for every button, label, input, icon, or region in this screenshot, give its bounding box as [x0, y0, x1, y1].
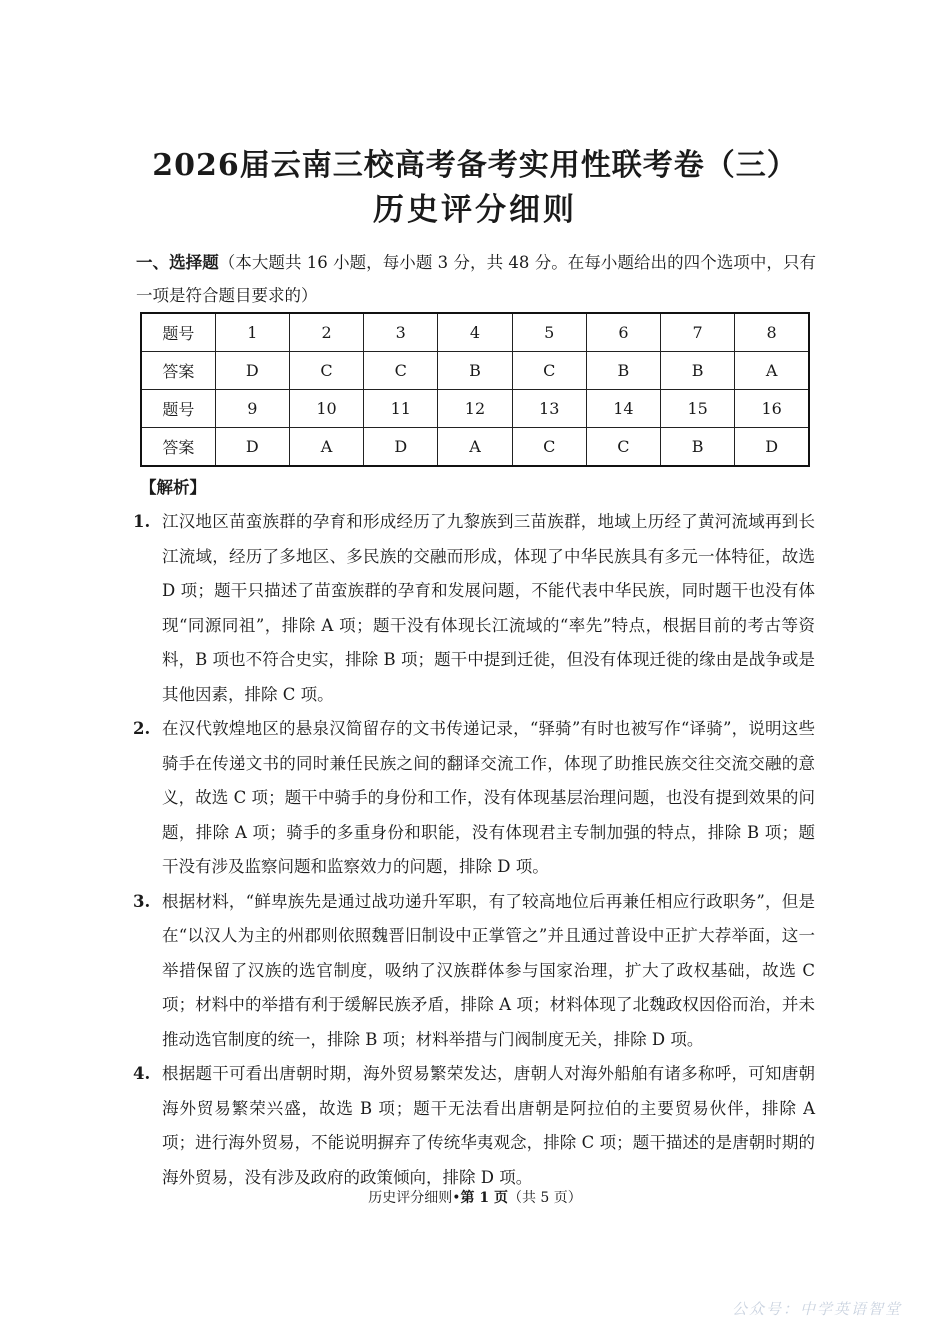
table-cell: A: [438, 428, 512, 467]
table-cell: 14: [586, 390, 660, 428]
item-number: 3.: [133, 891, 151, 911]
answer-table: [140, 312, 810, 467]
table-row-label: 题号: [141, 313, 215, 352]
table-cell: B: [586, 352, 660, 390]
footer-page: 第 1 页: [460, 1190, 508, 1206]
page-subtitle: 历史评分细则: [373, 192, 577, 228]
item-number: 4.: [133, 1064, 151, 1083]
table-cell: 9: [215, 390, 289, 428]
table-cell: C: [512, 428, 586, 467]
list-item: [133, 885, 815, 1058]
footer-doc-name: 历史评分细则: [368, 1190, 453, 1206]
table-cell: C: [586, 428, 660, 467]
table-cell: 3: [364, 313, 438, 352]
item-text: 根据题干可看出唐朝时期，海外贸易繁荣发达，唐朝人对海外船舶有诸多称呼，可知唐朝海外贸易繁荣兴盛，故选 B 项；题干无法看出唐朝是阿拉伯的主要贸易伙伴，排除 A 项；进行海外贸易，不能说明摒弃了传统华夷观念，排除 C 项；题干描述的是唐朝时期的海外贸易，没有涉及政府的政策倾向，排除 D 项。: [162, 1064, 815, 1187]
table-cell: 8: [735, 313, 809, 352]
table-cell: 10: [289, 390, 363, 428]
section-intro: [136, 246, 816, 312]
item-text: 江汉地区苗蛮族群的孕育和形成经历了九黎族到三苗族群，地域上历经了黄河流域再到长江流域，经历了多地区、多民族的交融而形成，体现了中华民族具有多元一体特征，故选 D 项；题干只描述了苗蛮族群的孕育和发展问题，不能代表中华民族，同时题干也没有体现“同源同祖”，排除 A 项；题干没有体现长江流域的“率先”特点，根据目前的考古等资料，B 项也不符合史实，排除 B 项；题干中提到迁徙，但没有体现迁徙的缘由是战争或是其他因素，排除 C 项。: [162, 512, 815, 704]
watermark-text: 公众号：中学英语智堂: [731, 1300, 902, 1318]
table-cell: 1: [215, 313, 289, 352]
table-cell: A: [289, 428, 363, 467]
item-number: 1.: [133, 512, 151, 531]
item-text: 根据材料，“鲜卑族先是通过战功递升军职，有了较高地位后再兼任相应行政职务”，但是在“以汉人为主的州郡则依照魏晋旧制设中正掌管之”并且通过普设中正扩大荐举面，这一举措保留了汉族的选官制度，吸纳了汉族群体参与国家治理，扩大了政权基础，故选 C 项；材料中的举措有利于缓解民族矛盾，排除 A 项；材料体现了北魏政权因俗而治，并未推动选官制度的统一，排除 B 项；材料举措与门阀制度无关，排除 D 项。: [162, 891, 815, 1049]
footer-dot: •: [452, 1190, 461, 1206]
table-cell: 2: [289, 313, 363, 352]
table-row-label: 题号: [141, 390, 215, 428]
table-cell: B: [661, 428, 735, 467]
item-number: 2.: [133, 719, 151, 738]
table-cell: 4: [438, 313, 512, 352]
table-cell: C: [512, 352, 586, 390]
table-cell: 6: [586, 313, 660, 352]
list-item: [133, 505, 815, 712]
table-row: [141, 313, 809, 352]
table-cell: 7: [661, 313, 735, 352]
table-row: [141, 428, 809, 467]
table-cell: 12: [438, 390, 512, 428]
table-cell: D: [364, 428, 438, 467]
table-cell: C: [289, 352, 363, 390]
item-text: 在汉代敦煌地区的悬泉汉简留存的文书传递记录，“驿骑”有时也被写作“译骑”，说明这些骑手在传递文书的同时兼任民族之间的翻译交流工作，体现了助推民族交往交流交融的意义，故选 C 项；题干中骑手的身份和工作，没有体现基层治理问题，也没有提到效果的问题，排除 A 项；骑手的多重身份和职能，没有体现君主专制加强的特点，排除 B 项；题干没有涉及监察问题和监察效力的问题，排除 D 项。: [162, 719, 815, 876]
analysis-heading: 【解析】: [140, 478, 206, 497]
section-heading: 一、选择题: [136, 253, 219, 272]
table-cell: C: [364, 352, 438, 390]
table-cell: 13: [512, 390, 586, 428]
table-cell: 16: [735, 390, 809, 428]
table-cell: 5: [512, 313, 586, 352]
table-cell: B: [438, 352, 512, 390]
table-cell: A: [735, 352, 809, 390]
table-row: [141, 390, 809, 428]
table-cell: D: [215, 352, 289, 390]
table-cell: B: [661, 352, 735, 390]
analysis-list: [133, 505, 815, 1195]
table-cell: D: [735, 428, 809, 467]
section-instruction: （本大题共 16 小题，每小题 3 分，共 48 分。在每小题给出的四个选项中，只有一项是符合题目要求的）: [136, 253, 816, 305]
table-cell: 11: [364, 390, 438, 428]
table-row-label: 答案: [141, 352, 215, 390]
table-cell: D: [215, 428, 289, 467]
page-footer: [0, 1187, 950, 1207]
list-item: [133, 1057, 815, 1195]
table-row-label: 答案: [141, 428, 215, 467]
table-row: [141, 352, 809, 390]
footer-total: （共 5 页）: [507, 1190, 582, 1206]
list-item: [133, 712, 815, 885]
page-title: 2026届云南三校高考备考实用性联考卷（三）: [152, 148, 798, 183]
table-cell: 15: [661, 390, 735, 428]
